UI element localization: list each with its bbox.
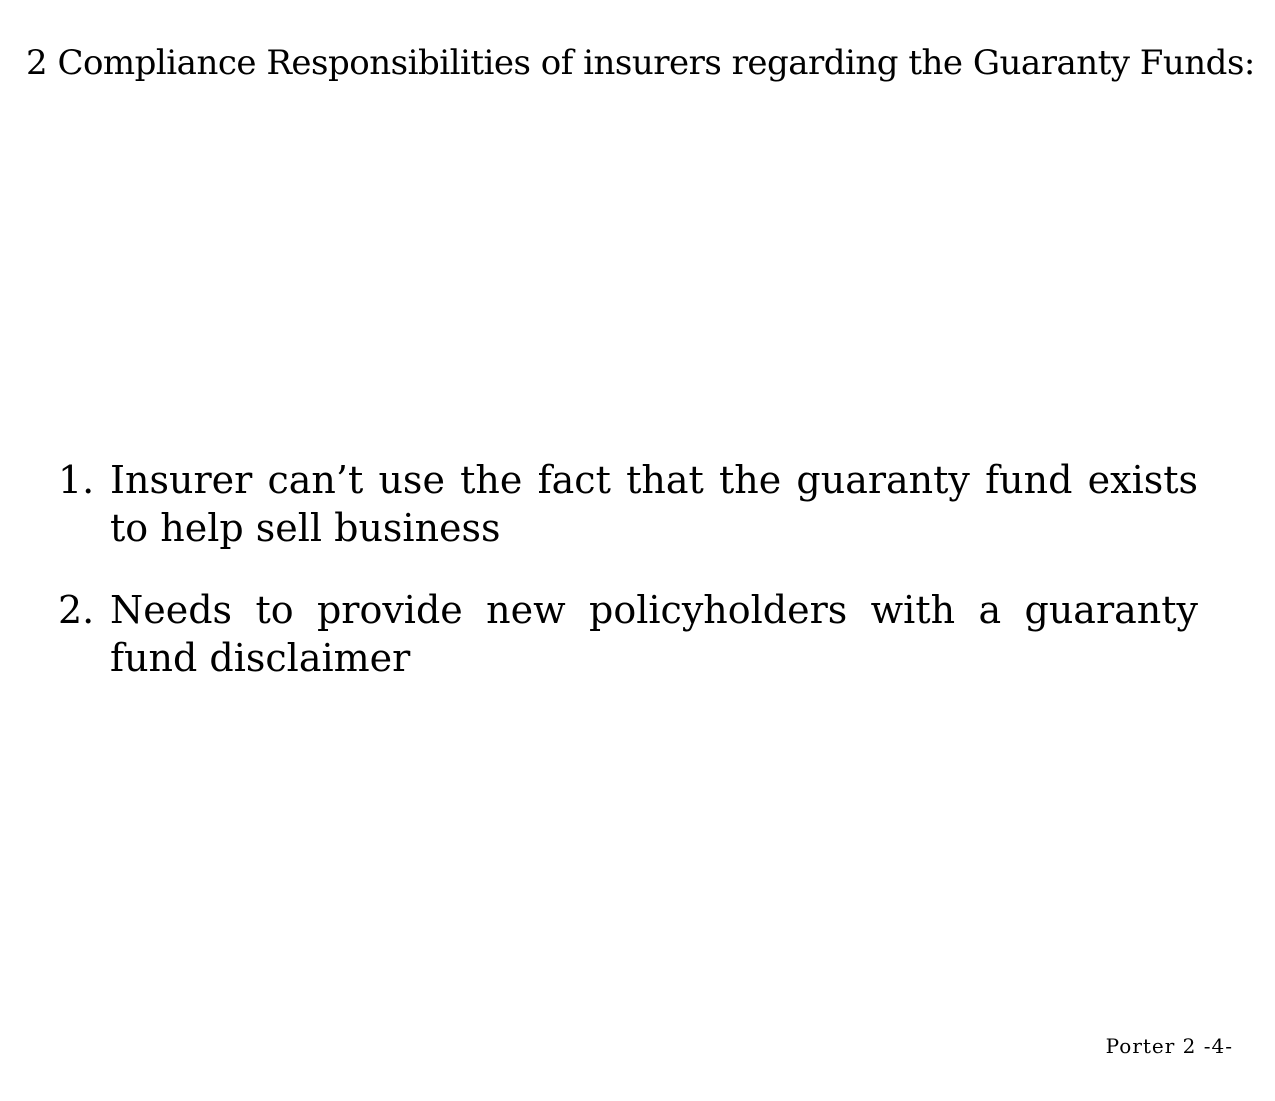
page-footer: Porter 2 -4-	[1105, 1034, 1233, 1058]
list-item-number: 2.	[58, 588, 95, 632]
list-item-number: 1.	[58, 458, 95, 502]
numbered-list	[58, 456, 1198, 716]
list-item-text: Insurer can’t use the fact that the guaranty fund exists to help sell business	[110, 458, 1198, 550]
list-item-text: Needs to provide new policyholders with a guaranty fund disclaimer	[110, 588, 1198, 680]
slide-title: 2 Compliance Responsibilities of insurers regarding the Guaranty Funds:	[26, 43, 1255, 83]
list-item	[58, 586, 1198, 682]
list-item	[58, 456, 1198, 552]
